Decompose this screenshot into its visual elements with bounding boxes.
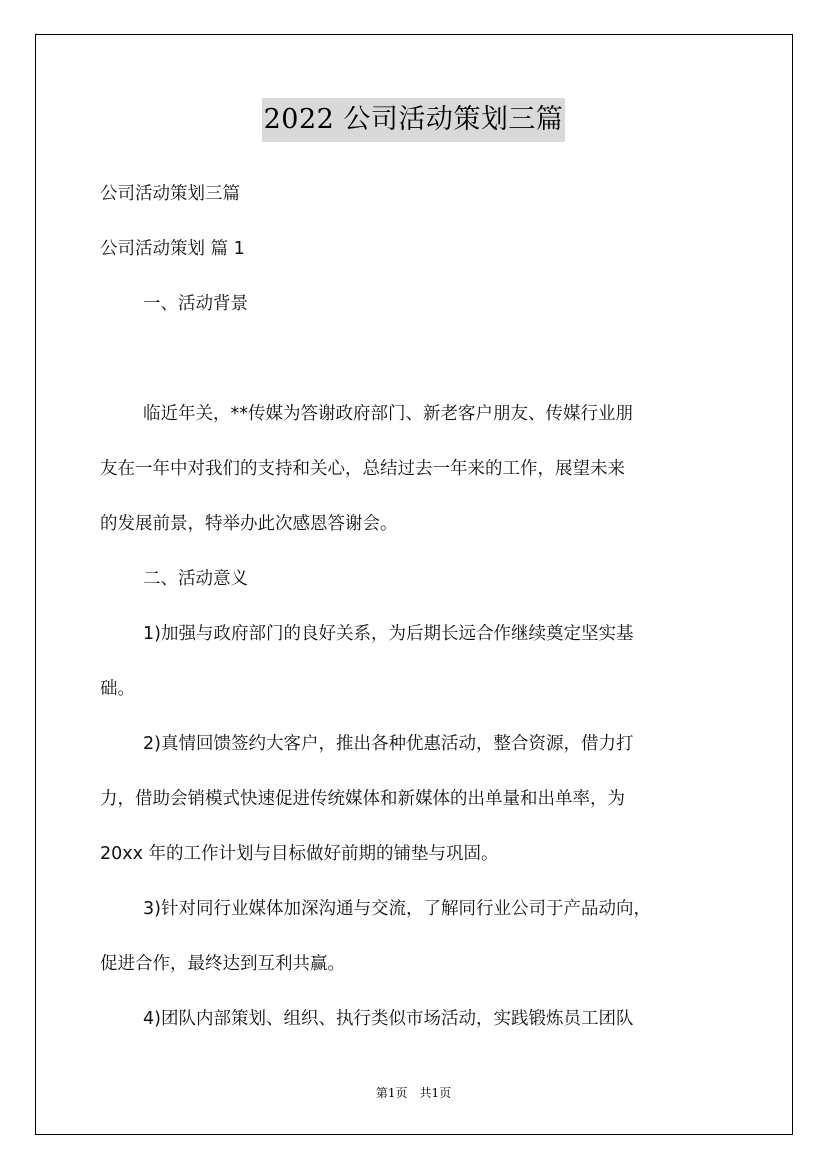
paragraph-line: 3)针对同行业媒体加深沟通与交流，了解同行业公司于产品动向，: [143, 899, 651, 919]
heading-significance: 二、活动意义: [143, 569, 248, 589]
paragraph-line: 4)团队内部策划、组织、执行类似市场活动，实践锻炼员工团队: [143, 1009, 634, 1029]
document-title: 2022 公司活动策划三篇: [262, 98, 566, 142]
paragraph-line: 础。: [100, 679, 135, 699]
page-footer: 第1页 共1页: [375, 1086, 452, 1100]
paragraph-line: 的发展前景，特举办此次感恩答谢会。: [100, 514, 398, 534]
subtitle-line: 公司活动策划三篇: [100, 184, 240, 204]
paragraph-line: 友在一年中对我们的支持和关心，总结过去一年来的工作，展望未来: [100, 459, 625, 479]
paragraph-line: 20xx 年的工作计划与目标做好前期的铺垫与巩固。: [100, 844, 499, 864]
paragraph-line: 2)真情回馈签约大客户，推出各种优惠活动，整合资源，借力打: [143, 734, 634, 754]
section-heading: 公司活动策划 篇 1: [100, 239, 245, 259]
paragraph-line: 1)加强与政府部门的良好关系，为后期长远合作继续奠定坚实基: [143, 624, 634, 644]
paragraph-line: 临近年关，**传媒为答谢政府部门、新老客户朋友、传媒行业朋: [143, 404, 633, 424]
paragraph-line: 力，借助会销模式快速促进传统媒体和新媒体的出单量和出单率，为: [100, 789, 625, 809]
paragraph-line: 促进合作，最终达到互利共赢。: [100, 954, 345, 974]
title-container: [0, 98, 827, 142]
heading-background: 一、活动背景: [143, 294, 248, 314]
